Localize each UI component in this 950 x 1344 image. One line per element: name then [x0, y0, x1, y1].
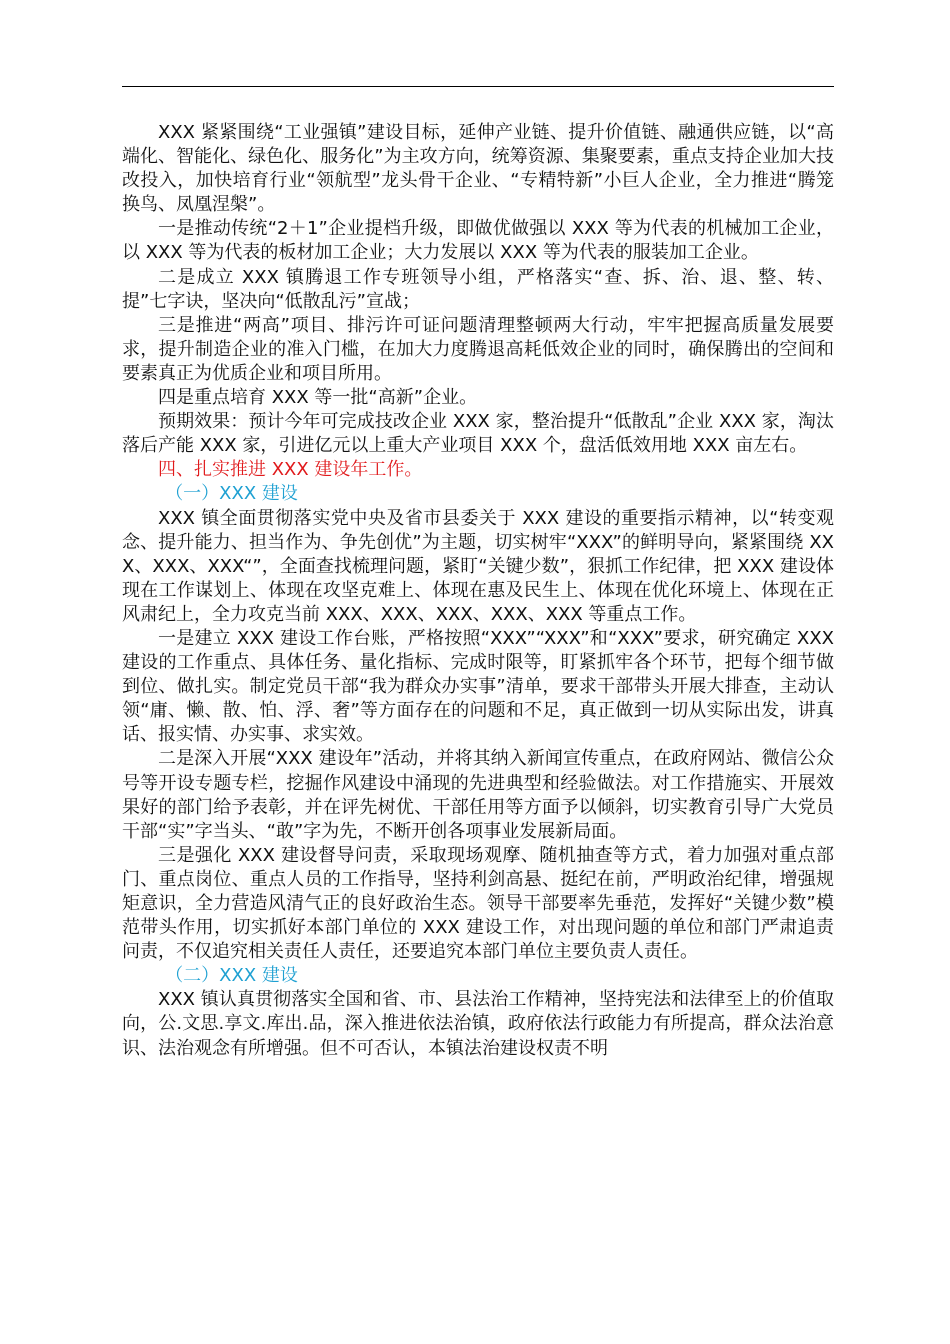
paragraph: XXX 镇全面贯彻落实党中央及省市县委关于 XXX 建设的重要指示精神，以“转变观念、提升能力、担当作为、争先创优”为主题，切实树牢“XXX”的鲜明导向，紧紧围绕 XXX、XXX、XXX“”，全面查找梳理问题，紧盯“关键少数”，狠抓工作纪律，把 XXX 建设体现在工作谋划上、体现在攻坚克难上、体现在惠及民生上、体现在优化环境上、体现在正风肃纪上，全力攻克当前 XXX、XXX、XXX、XXX、XXX 等重点工作。: [122, 507, 834, 625]
document-body: [122, 121, 834, 1061]
paragraph: 二是成立 XXX 镇腾退工作专班领导小组，严格落实“查、拆、治、退、整、转、提”七字诀，坚决向“低散乱污”宣战；: [122, 266, 834, 312]
header-rule: [122, 86, 834, 87]
paragraph: 四是重点培育 XXX 等一批“高新”企业。: [158, 387, 478, 409]
paragraph: 三是推进“两高”项目、排污许可证问题清理整顿两大行动，牢牢把握高质量发展要求，提升制造企业的准入门槛，在加大力度腾退高耗低效企业的同时，确保腾出的空间和要素真正为优质企业和项目所用。: [122, 314, 834, 384]
subsection-heading-2: （二）XXX 建设: [165, 965, 298, 987]
paragraph: XXX 紧紧围绕“工业强镇”建设目标，延伸产业链、提升价值链、融通供应链，以“高端化、智能化、绿色化、服务化”为主攻方向，统筹资源、集聚要素，重点支持企业加大技改投入，加快培育行业“领航型”龙头骨干企业、“专精特新”小巨人企业，全力推进“腾笼换鸟、凤凰涅槃”。: [122, 122, 834, 216]
paragraph: 预期效果：预计今年可完成技改企业 XXX 家，整治提升“低散乱”企业 XXX 家，淘汰落后产能 XXX 家，引进亿元以上重大产业项目 XXX 个，盘活低效用地 XXX 亩左右。: [122, 411, 834, 457]
paragraph: XXX 镇认真贯彻落实全国和省、市、县法治工作精神，坚持宪法和法律至上的价值取向，公.文思.享文.库出.品，深入推进依法治镇，政府依法行政能力有所提高，群众法治意识、法治观念有所增强。但不可否认，本镇法治建设权责不明: [122, 989, 834, 1059]
paragraph: 二是深入开展“XXX 建设年”活动，并将其纳入新闻宣传重点，在政府网站、微信公众号等开设专题专栏，挖掘作风建设中涌现的先进典型和经验做法。对工作措施实、开展效果好的部门给予表彰，并在评先树优、干部任用等方面予以倾斜，切实教育引导广大党员干部“实”字当头、“敢”字为先，不断开创各项事业发展新局面。: [122, 748, 834, 842]
section-heading-4: 四、扎实推进 XXX 建设年工作。: [158, 459, 423, 481]
subsection-heading-1: （一）XXX 建设: [165, 483, 298, 505]
paragraph: 一是推动传统“2＋1”企业提档升级，即做优做强以 XXX 等为代表的机械加工企业，以 XXX 等为代表的板材加工企业；大力发展以 XXX 等为代表的服装加工企业。: [122, 218, 834, 264]
paragraph: 一是建立 XXX 建设工作台账，严格按照“XXX”“XXX”和“XXX”要求，研究确定 XXX 建设的工作重点、具体任务、量化指标、完成时限等，盯紧抓牢各个环节，把每个细节做到位、做扎实。制定党员干部“我为群众办实事”清单，要求干部带头开展大排查，主动认领“庸、懒、散、怕、浮、奢”等方面存在的问题和不足，真正做到一切从实际出发，讲真话、报实情、办实事、求实效。: [122, 627, 834, 746]
paragraph: 三是强化 XXX 建设督导问责，采取现场观摩、随机抽查等方式，着力加强对重点部门、重点岗位、重点人员的工作指导，坚持利剑高悬、挺纪在前，严明政治纪律，增强规矩意识，全力营造风清气正的良好政治生态。领导干部要率先垂范，发挥好“关键少数”模范带头作用，切实抓好本部门单位的 XXX 建设工作，对出现问题的单位和部门严肃追责问责，不仅追究相关责任人责任，还要追究本部门单位主要负责人责任。: [122, 844, 834, 963]
